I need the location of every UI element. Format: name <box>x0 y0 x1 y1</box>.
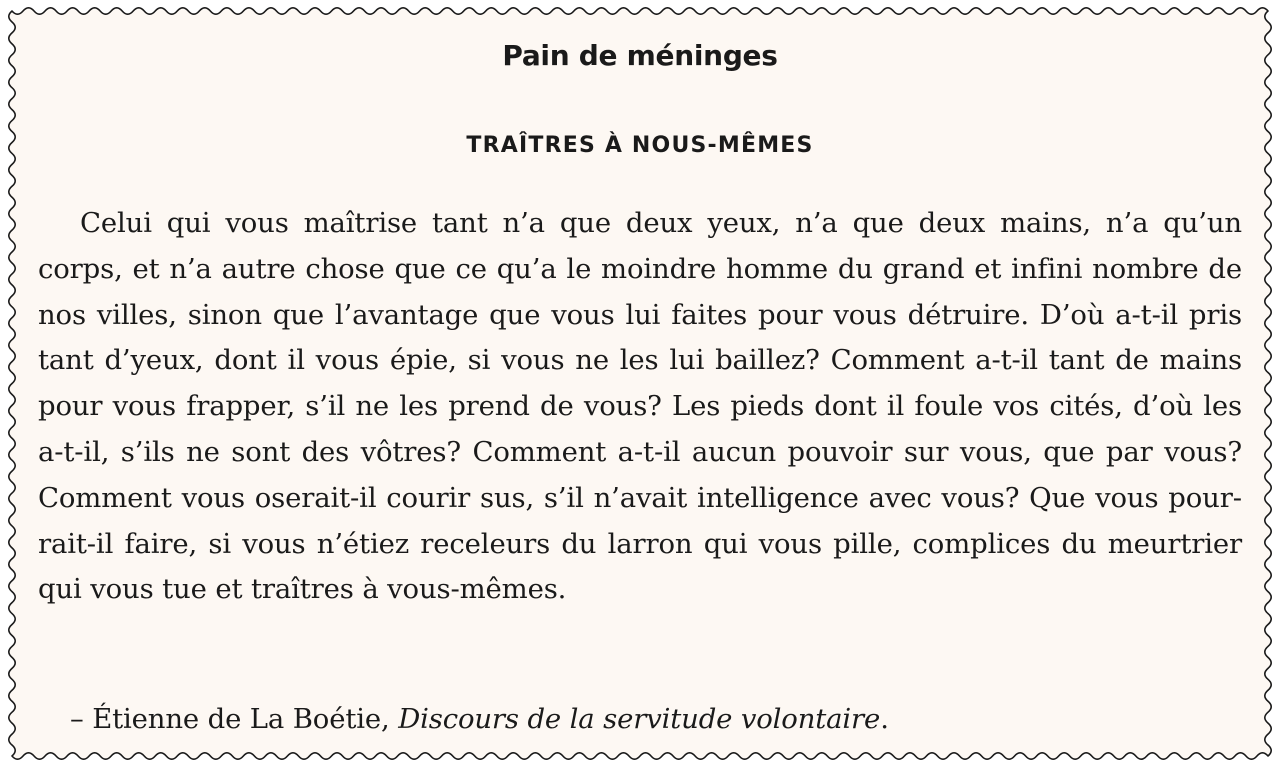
quote-attribution <box>70 697 889 742</box>
quote-content <box>38 0 1242 767</box>
attribution-work-title: Discours de la servitude volontaire <box>398 703 881 735</box>
attribution-author: – Étienne de La Boétie, <box>70 703 399 735</box>
attribution-suffix: . <box>880 703 889 735</box>
section-heading: TRAÎTRES À NOUS-MÊMES <box>466 133 814 158</box>
quote-body: Celui qui vous maîtrise tant n’a que deux yeux, n’a que deux mains, n’a qu’un corps, et n’a autre chose que ce qu’a le moindre homme du grand et infini nombre de nos villes, sinon que l’avantage que vous lui faites pour vous détruire. D’où a-t-il pris tant d’yeux, dont il vous épie, si vous ne les lui baillez? Comment a-t-il tant de mains pour vous frapper, s’il ne les prend de vous? Les pieds dont il foule vos cités, d’où les a-t-il, s’ils ne sont des vôtres? Comment a-t-il aucun pouvoir sur vous, que par vous? Comment vous oserait-il courir sus, s’il n’avait intelligence avec vous? Que vous pourrait-il faire, si vous n’étiez receleurs du larron qui vous pille, complices du meurtrier qui vous tue et traîtres à vous-mêmes. <box>38 207 1242 606</box>
page-title: Pain de méninges <box>502 39 778 72</box>
